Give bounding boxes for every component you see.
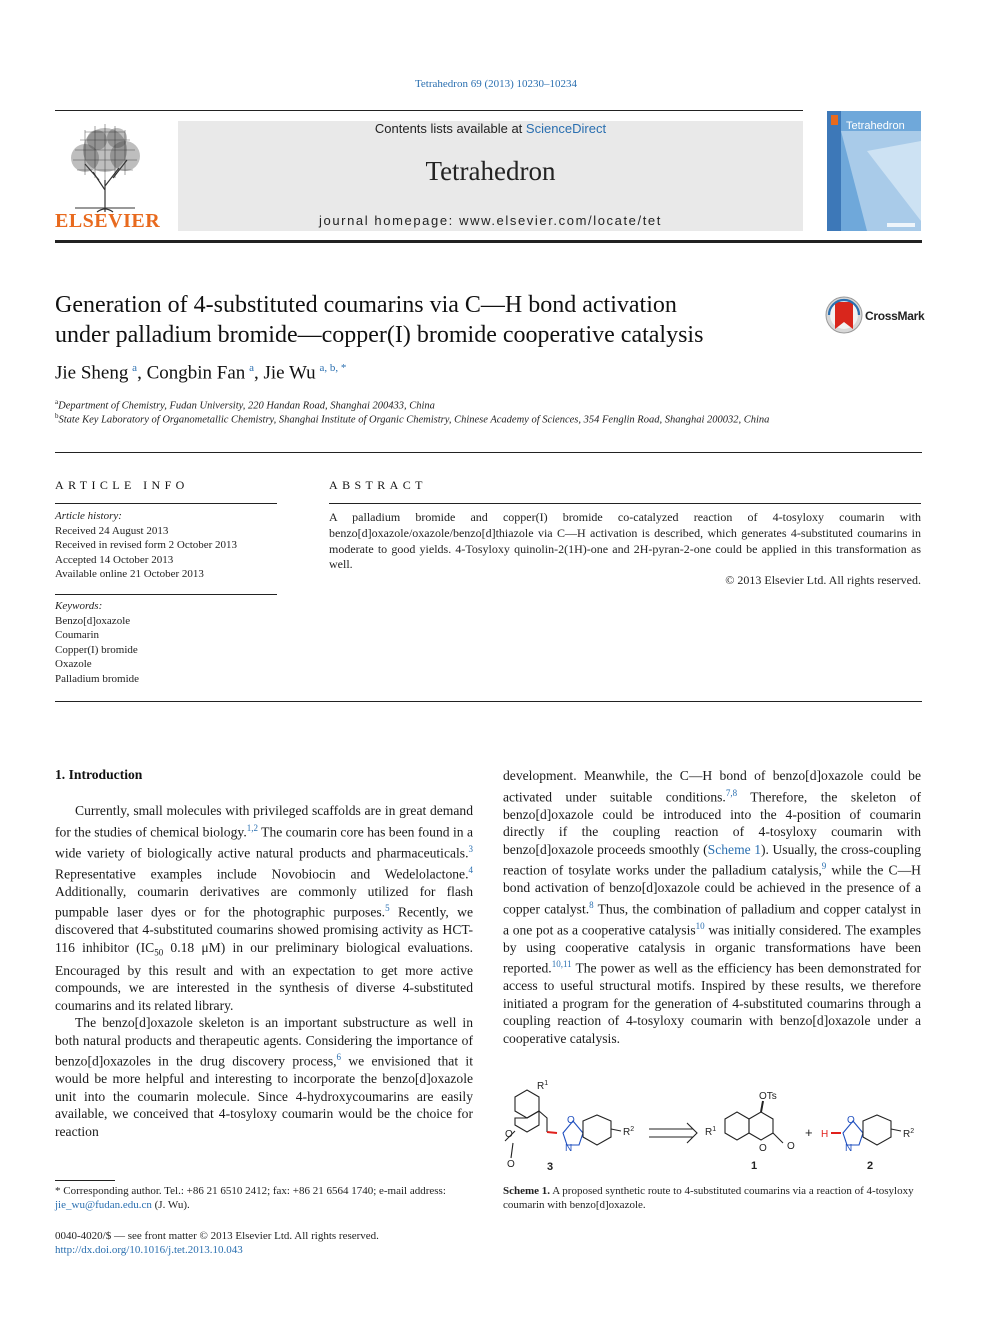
retrosynthesis-arrow-icon [649,1123,697,1143]
intro-paragraph-2 [55,1014,473,1140]
author-affiliation-mark[interactable]: a [249,362,254,374]
product-3-ring-o: O [505,1129,513,1140]
keyword-item: Oxazole [55,658,92,670]
keywords-rule [55,594,277,595]
compound-2-h: H [821,1129,829,1140]
cover-journal-title: Tetrahedron [846,120,905,132]
citation-link[interactable]: 4 [468,864,473,875]
footnote-rule [55,1180,115,1181]
front-matter-divider [55,701,922,702]
citation-link[interactable]: 10,11 [551,959,572,970]
contents-line [178,121,803,136]
product-3-r2: $R^2$ [623,1126,635,1138]
intro-paragraph-1 [55,802,473,1014]
citation-link[interactable]: 5 [385,903,390,914]
abstract-text: A palladium bromide and copper(I) bromide co-catalyzed reaction of 4-tosyloxy coumarin with benzo[d]oxazole/oxazole/benzo[d]thiazole via C—H activation is described, which generates 4-substituted coumarins in moderate to good yields. 4-Tosyloxy quinolin-2(1H)-one and 2H-pyran-2-one could be applied in this transformation as well. [329,510,921,572]
history-revised: Received in revised form 2 October 2013 [55,539,238,551]
text-run: Recently, we discovered that 4-substituted coumarins showed promising activity as HCT-116 inhibitor (IC [55,904,473,955]
journal-homepage-link[interactable]: journal homepage: www.elsevier.com/locate/tet [319,213,662,228]
author-name[interactable]: Jie Sheng [55,362,129,384]
text-run: we envisioned that it would be more helpful and interesting to incorporate the benzo[d]oxazole unit into the coumarin molecule. Since 4-hydroxycoumarins are easily available, we conceived that 4-tosyloxy coumarin would be the choice for reaction [55,1053,473,1139]
text-run: Additionally, coumarin derivatives are commonly utilized for flash pumpable laser dyes or for the photographic purposes. [55,883,473,920]
compound-2-oxazole-n: N [845,1143,853,1154]
journal-reference[interactable]: Tetrahedron 69 (2013) 10230–10234 [414,78,578,90]
product-3-carbonyl-o: O [507,1159,515,1170]
text-run: ). Usually, the cross-coupling reaction of tosylate works under the palladium catalysis, [503,841,921,878]
corresponding-author-footnote [55,1184,473,1212]
author-name[interactable]: Jie Wu [263,362,316,384]
product-3-label: 3 [547,1161,554,1173]
header-divider [55,452,922,453]
article-info-heading: ARTICLE INFO [55,478,189,492]
abstract-copyright: © 2013 Elsevier Ltd. All rights reserved. [725,573,921,587]
journal-title: Tetrahedron [425,156,556,186]
text-run: Thus, the combination of palladium and copper catalyst in a one pot as a cooperative catalysis [503,901,921,938]
issn-line: 0040-4020/$ — see front matter © 2013 Elsevier Ltd. All rights reserved. [55,1230,379,1242]
keyword-item: Palladium bromide [55,672,140,685]
elsevier-wordmark: ELSEVIER [55,210,161,232]
citation-link[interactable]: 6 [336,1052,342,1063]
article-title-line-1: Generation of 4-substituted coumarins via C—H bond activation [55,292,677,318]
issn-block [55,1229,379,1257]
abstract-rule [329,503,921,504]
scheme-caption-label: Scheme 1. [503,1185,551,1197]
keyword-item: Copper(I) bromide [55,643,138,656]
author-affiliation-mark[interactable]: a, b, * [319,362,347,374]
scheme-1-caption [503,1184,921,1212]
masthead-rule [55,110,803,111]
affiliation-b [55,409,795,428]
article-title [55,290,815,350]
keywords-block [55,599,277,686]
text-run: 0.18 μM) in our preliminary biological evaluations. Encouraged by this result and with an expectation to get more active compounds, we are interested in the synthesis of diverse 4-substituted coumarins and its related library. [55,939,474,1013]
history-label: Article history: [55,510,122,522]
article-info-rule [55,503,277,504]
citation-link[interactable]: 7,8 [725,787,738,798]
text-run: Currently, small molecules with privileged scaffolds are in great demand for the studies of chemical biology. [55,803,473,840]
text-run: was initially considered. The examples by using cooperative catalysis in organic transformations have been reported. [503,922,921,976]
keyword-item: Coumarin [55,629,99,641]
product-3-structure [505,1090,557,1158]
citation-link[interactable]: 10 [695,920,705,931]
compound-1-r1: $R^1$ [705,1126,717,1138]
compound-1-label: 1 [751,1160,758,1172]
citation-link[interactable]: 8 [589,899,594,910]
intro-paragraph-3 [503,767,921,1047]
product-3-oxazole-n: N [565,1143,573,1154]
scheme-1-link[interactable]: Scheme 1 [707,841,762,857]
right-column [503,767,921,1047]
history-received: Received 24 August 2013 [55,524,169,537]
keyword-item: Benzo[d]oxazole [55,614,131,627]
history-accepted: Accepted 14 October 2013 [55,553,174,566]
history-online: Available online 21 October 2013 [55,568,204,580]
affiliation-mark: b [55,412,59,420]
citation-link[interactable]: 9 [821,861,827,872]
author-email-link[interactable]: jie_wu@fudan.edu.cn [55,1199,152,1211]
footnote-text: * Corresponding author. Tel.: +86 21 6510 2412; fax: +86 21 6564 1740; e-mail address: [55,1185,446,1197]
compound-2-label: 2 [867,1160,874,1172]
doi-link[interactable]: http://dx.doi.org/10.1016/j.tet.2013.10.043 [55,1244,243,1256]
citation-link[interactable]: 3 [468,843,473,854]
abstract-heading: ABSTRACT [329,478,427,492]
article-title-line-2: under palladium bromide—copper(I) bromide cooperative catalysis [55,322,704,348]
scheme-1-reaction [503,1075,921,1175]
compound-2-oxazole-o: O [847,1115,855,1126]
scheme-caption-text: A proposed synthetic route to 4-substituted coumarins via a reaction of 4-tosyloxy coumarin with benzo[d]oxazole. [503,1185,914,1211]
text-run: Representative examples include Novobiocin and Wedelolactone. [55,866,469,882]
text-run: while the C—H bond activation of benzo[d]oxazole could be achieved in the presence of a copper catalyst. [503,862,921,917]
crossmark-label[interactable]: CrossMark [865,309,925,323]
compound-2-r2: $R^2$ [903,1128,915,1140]
sciencedirect-link[interactable]: ScienceDirect [525,121,607,136]
affiliation-mark: a [55,398,59,406]
article-history [55,509,277,582]
left-column [55,802,473,1140]
compound-1-ots: OTs [759,1091,777,1102]
author-list: Jie Sheng $^a$, Congbin Fan $^a$, Jie Wu $^{a, b, *}$ [55,362,347,384]
citation-link[interactable]: 1,2 [246,822,258,833]
text-run: The benzo[d]oxazole skeleton is an important substructure as well in both natural products and therapeutic agents. Considering the importance of benzo[d]oxazoles in the drug discovery process, [55,1015,473,1069]
keywords-label: Keywords: [55,600,103,612]
crossmark-icon[interactable] [825,296,863,334]
compound-1-carbonyl-o: O [787,1141,795,1152]
text-run: development. Meanwhile, the C—H bond of benzo[d]oxazole could be activated under suitable conditions. [503,768,921,805]
affiliation-text: Department of Chemistry, Fudan University, 220 Handan Road, Shanghai 200433, China [58,400,435,412]
affiliation-text: State Key Laboratory of Organometallic Chemistry, Shanghai Institute of Organic Chemistry, Chinese Academy of Sciences, 354 Fenglin Road, Shanghai 200032, China [58,414,770,426]
plus-sign: + [805,1125,813,1140]
compound-1-structure [725,1101,783,1143]
subscript: 50 [154,947,164,958]
footnote-text: (J. Wu). [151,1199,190,1211]
author-name[interactable]: Congbin Fan [146,362,246,384]
product-3-oxazole-o: O [567,1115,575,1126]
product-3-r1: $R^1$ [537,1080,549,1092]
compound-2-structure [831,1115,901,1145]
contents-prefix: Contents lists available at [374,121,526,136]
compound-1-ring-o: O [759,1143,767,1154]
introduction-heading: 1. Introduction [55,767,143,782]
text-run: The coumarin core has been found in a wide variety of biologically active natural products and pharmaceuticals. [55,824,473,861]
author-affiliation-mark[interactable]: a [132,362,138,374]
text-run: Therefore, the skeleton of benzo[d]oxazole could be introduced into the 4-position of coumarin directly if the coupling reaction of 4-tosyloxy coumarin with benzo[d]oxazole proceeds smoothly ( [503,789,921,857]
masthead-thick-rule [55,240,922,243]
text-run: The power as well as the efficiency has been demonstrated for access to useful structural motifs. Inspired by these results, we therefore initiated a program for the generation of 4-substituted coumarins through a coupling reaction of 4-tosyloxy coumarin with benzo[d]oxazole under a cooperative catalysis. [503,960,921,1046]
